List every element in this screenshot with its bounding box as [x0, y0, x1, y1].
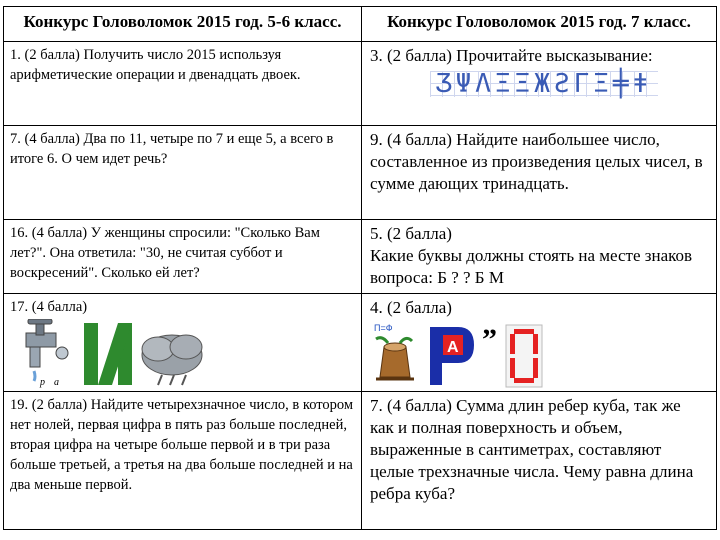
task-5 — [362, 221, 716, 293]
rebus-digit: 0 — [370, 321, 371, 322]
row-divider — [4, 41, 716, 42]
puzzle-table — [3, 6, 717, 530]
cloud-icon — [142, 335, 202, 385]
task-5-line2: Какие буквы должны стоять на месте знаков — [370, 246, 693, 265]
letter-r-icon — [430, 327, 474, 385]
task-3 — [362, 43, 716, 125]
task-4-text: 4. (2 балла) — [370, 298, 452, 317]
task-4 — [362, 295, 716, 391]
rebus-label-1: р — [40, 377, 45, 388]
digit-zero-icon — [506, 325, 542, 387]
rebus-small-label: П=Ф — [374, 323, 393, 333]
row-divider — [4, 219, 716, 220]
task-5-line1: 5. (2 балла) — [370, 224, 452, 243]
rebus-picture-right — [370, 321, 550, 391]
row-divider — [4, 391, 716, 392]
rebus-inner-letter: А — [447, 339, 459, 356]
task-5-line3: вопроса: Б ? ? Б М — [370, 268, 504, 287]
task-3-text: 3. (2 балла) Прочитайте высказывание: — [370, 46, 653, 65]
task-17-text: 17. (4 балла) — [10, 299, 88, 315]
cipher-image: ƷΨΛΞΞЖƧΓΞ╪ǂ — [430, 71, 658, 97]
rebus-label-2: а — [54, 377, 59, 388]
task-1: 1. (2 балла) Получить число 2015 используя арифметические операции и двенадцать двоек. — [10, 47, 301, 83]
task-9: 9. (4 балла) Найдите наибольшее число, составленное из произведения целых чисел, в сумме дающих тринадцать. — [370, 130, 703, 193]
row-divider — [4, 125, 716, 126]
stump-icon — [376, 338, 414, 379]
task-7-right: 7. (4 балла) Сумма длин ребер куба, так же как и полная поверхность и объем, выраженные в сантиметрах, составляют целые трехзначные числа. Чему равна длина ребра куба? — [370, 396, 694, 503]
task-17 — [4, 295, 361, 391]
rebus-quote: ” — [482, 323, 497, 356]
row-divider — [4, 293, 716, 294]
task-16: 16. (4 балла) У женщины спросили: "Сколько Вам лет?". Она ответила: "30, не считая суббот и воскресений". Сколько ей лет? — [10, 225, 320, 281]
letter-i-icon — [84, 323, 132, 385]
faucet-icon — [26, 319, 68, 381]
task-7-left: 7. (4 балла) Два по 11, четыре по 7 и еще 5, а всего в итоге 6. О чем идет речь? — [10, 131, 334, 167]
header-right: Конкурс Головоломок 2015 год. 7 класс. — [387, 12, 691, 31]
rebus-picture-left — [12, 319, 212, 389]
task-19: 19. (2 балла) Найдите четырехзначное число, в котором нет нолей, первая цифра в пять раз больше последней, вторая цифра на четыре больше первой и в три раза больше третьей, а третья на два больше последней и на два меньше первой. — [10, 397, 354, 493]
header-left: Конкурс Головоломок 2015 год. 5-6 класс. — [23, 12, 342, 31]
